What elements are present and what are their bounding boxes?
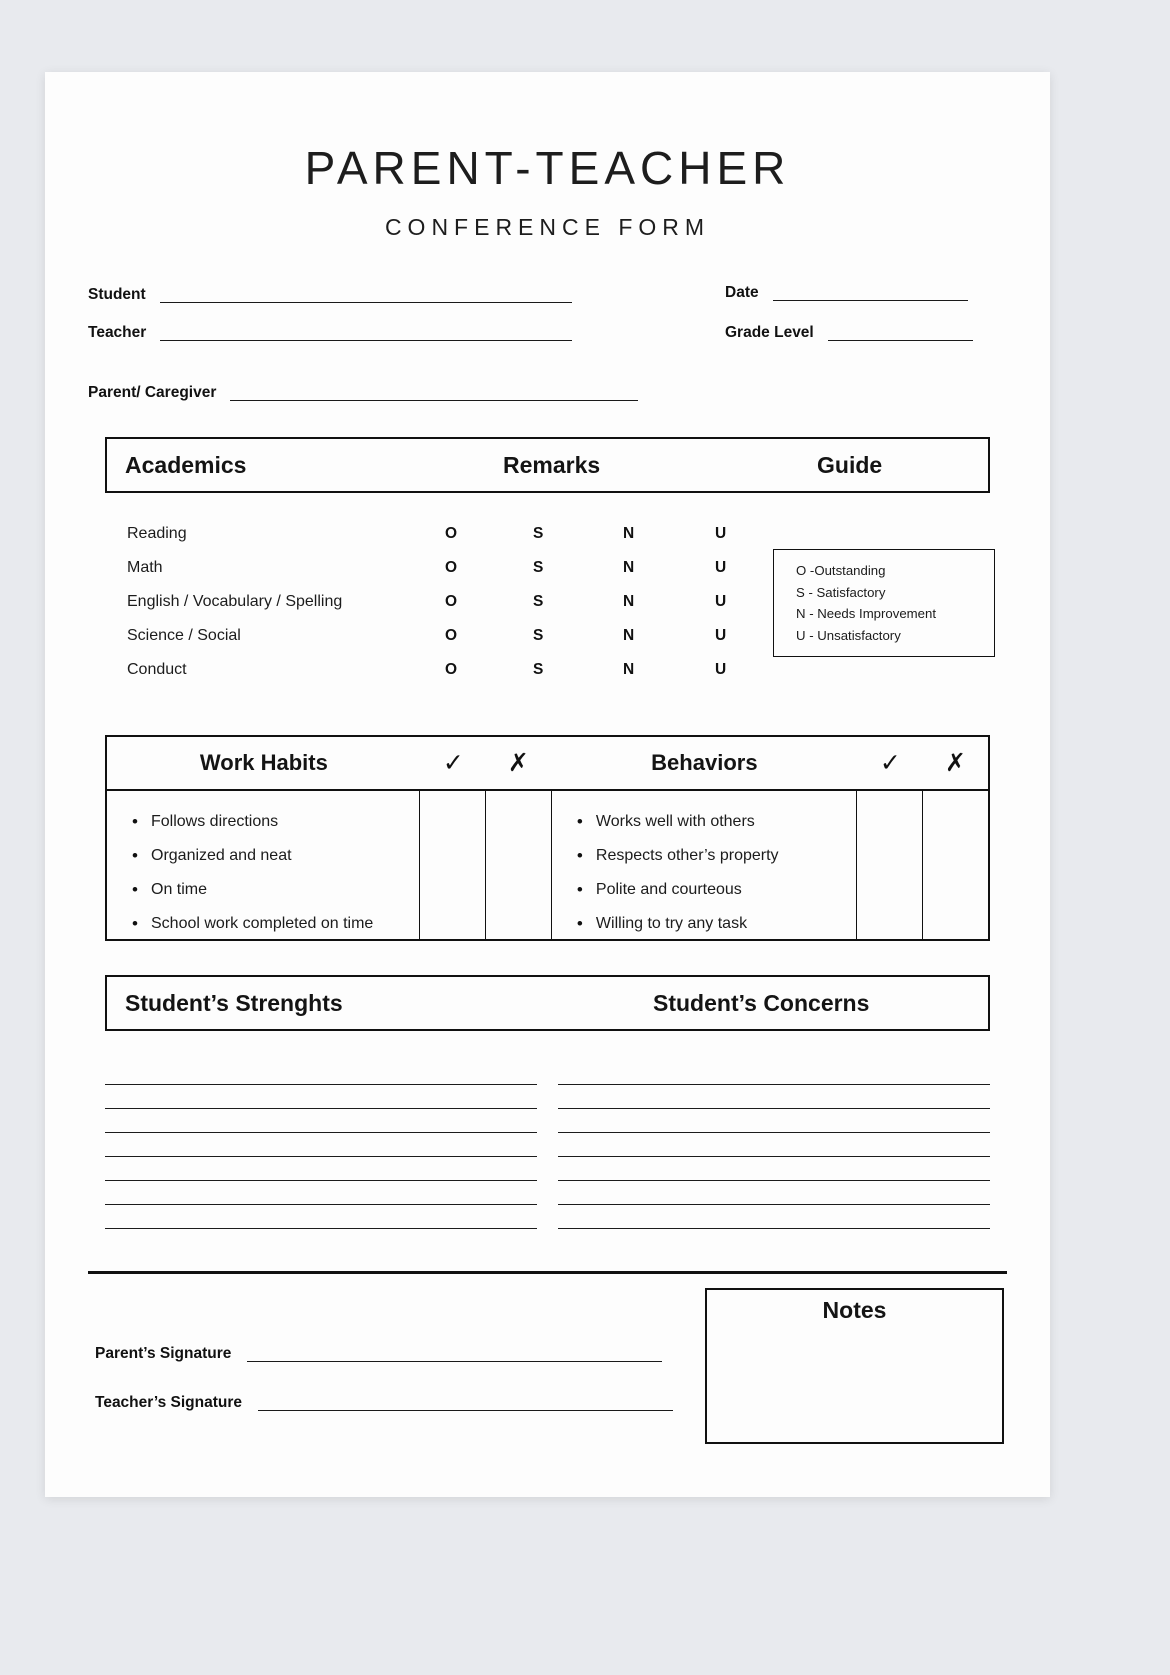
- field-parent-caregiver: [88, 385, 638, 401]
- list-item: • On time: [151, 873, 419, 907]
- list-item: • Respects other’s property: [596, 839, 856, 873]
- cross-icon: ✗: [944, 748, 966, 777]
- strengths-concerns-section: [45, 975, 1050, 1229]
- writing-line[interactable]: [105, 1085, 537, 1109]
- field-grade-level: [725, 325, 973, 341]
- rating-option-n[interactable]: N: [623, 661, 635, 679]
- writing-line[interactable]: [558, 1157, 990, 1181]
- parent-signature-label: Parent’s Signature: [95, 1345, 232, 1363]
- form-page: [45, 72, 1050, 1497]
- writing-line[interactable]: [105, 1181, 537, 1205]
- concerns-lines: [558, 1061, 990, 1229]
- field-label-date: Date: [725, 284, 759, 302]
- cross-icon: ✗: [507, 748, 529, 777]
- academics-subject: Conduct: [127, 661, 187, 679]
- rating-option-u[interactable]: U: [715, 627, 727, 645]
- writing-line[interactable]: [558, 1133, 990, 1157]
- writing-line[interactable]: [558, 1061, 990, 1085]
- behaviors-check-column[interactable]: [856, 791, 922, 939]
- academics-subject: Science / Social: [127, 627, 241, 645]
- notes-box[interactable]: [705, 1288, 1004, 1444]
- field-label-teacher: Teacher: [88, 324, 147, 342]
- rating-option-n[interactable]: N: [623, 525, 635, 543]
- academics-section: [45, 437, 1050, 683]
- rating-option-o[interactable]: O: [445, 593, 458, 611]
- academics-header-bar: [105, 437, 990, 493]
- behaviors-list: [551, 791, 856, 939]
- list-item: • Polite and courteous: [596, 873, 856, 907]
- guide-legend-item: N - Needs Improvement: [796, 606, 936, 622]
- academics-subject: Math: [127, 559, 163, 577]
- strengths-concerns-writing-area: [105, 1061, 990, 1229]
- academics-rows: [105, 493, 990, 683]
- list-item: • School work completed on time: [151, 907, 419, 941]
- field-label-grade-level: Grade Level: [725, 324, 814, 342]
- academics-column-header: Academics: [125, 451, 247, 478]
- field-label-parent-caregiver: Parent/ Caregiver: [88, 384, 217, 402]
- rating-option-u[interactable]: U: [715, 559, 727, 577]
- rating-option-o[interactable]: O: [445, 525, 458, 543]
- parent-caregiver-input[interactable]: [230, 386, 638, 401]
- work-habits-list: [107, 791, 419, 939]
- rating-option-n[interactable]: N: [623, 559, 635, 577]
- rating-option-s[interactable]: S: [533, 525, 544, 543]
- work-habits-check-column[interactable]: [419, 791, 485, 939]
- teacher-signature-input[interactable]: [258, 1396, 673, 1411]
- rating-option-s[interactable]: S: [533, 661, 544, 679]
- field-date: [725, 285, 968, 301]
- rating-option-n[interactable]: N: [623, 627, 635, 645]
- student-strengths-header: Student’s Strenghts: [125, 989, 343, 1016]
- rating-option-u[interactable]: U: [715, 593, 727, 611]
- behaviors-cross-column[interactable]: [922, 791, 988, 939]
- academics-subject: English / Vocabulary / Spelling: [127, 593, 343, 611]
- guide-legend-item: U - Unsatisfactory: [796, 627, 901, 643]
- grade-level-input[interactable]: [828, 326, 973, 341]
- writing-line[interactable]: [105, 1061, 537, 1085]
- guide-column-header: Guide: [817, 451, 883, 478]
- notes-title: Notes: [822, 1297, 887, 1324]
- rating-option-u[interactable]: U: [715, 661, 727, 679]
- list-item: • Willing to try any task: [596, 907, 856, 941]
- writing-line[interactable]: [105, 1133, 537, 1157]
- check-icon: ✓: [879, 748, 901, 777]
- form-title-main: PARENT-TEACHER: [304, 142, 791, 194]
- work-habits-header: Work Habits: [199, 750, 328, 776]
- writing-line[interactable]: [558, 1109, 990, 1133]
- form-title-sub: CONFERENCE FORM: [384, 214, 711, 241]
- strengths-lines: [105, 1061, 537, 1229]
- academics-subject: Reading: [127, 525, 187, 543]
- page-title: [45, 72, 1050, 241]
- signature-section: [45, 1274, 1050, 1489]
- behaviors-header: Behaviors: [651, 750, 758, 776]
- rating-option-o[interactable]: O: [445, 559, 458, 577]
- strengths-concerns-header-bar: [105, 975, 990, 1031]
- habits-behaviors-body-row: [107, 791, 988, 939]
- rating-option-s[interactable]: S: [533, 593, 544, 611]
- teacher-input[interactable]: [160, 326, 572, 341]
- guide-legend-box: [773, 549, 995, 657]
- field-student: [88, 287, 572, 303]
- writing-line[interactable]: [558, 1181, 990, 1205]
- rating-option-n[interactable]: N: [623, 593, 635, 611]
- writing-line[interactable]: [558, 1085, 990, 1109]
- rating-option-o[interactable]: O: [445, 661, 458, 679]
- list-item: • Follows directions: [151, 805, 419, 839]
- writing-line[interactable]: [105, 1109, 537, 1133]
- field-label-student: Student: [88, 286, 146, 304]
- rating-option-s[interactable]: S: [533, 559, 544, 577]
- list-item: • Organized and neat: [151, 839, 419, 873]
- rating-option-u[interactable]: U: [715, 525, 727, 543]
- list-item: • Works well with others: [596, 805, 856, 839]
- teacher-signature-label: Teacher’s Signature: [95, 1394, 243, 1412]
- date-input[interactable]: [773, 286, 968, 301]
- field-parent-signature: [95, 1346, 662, 1362]
- parent-signature-input[interactable]: [247, 1347, 662, 1362]
- writing-line[interactable]: [105, 1157, 537, 1181]
- rating-option-o[interactable]: O: [445, 627, 458, 645]
- student-input[interactable]: [160, 288, 572, 303]
- check-icon: ✓: [442, 748, 464, 777]
- work-habits-cross-column[interactable]: [485, 791, 551, 939]
- habits-behaviors-header-row: [107, 737, 988, 791]
- student-concerns-header: Student’s Concerns: [653, 989, 870, 1016]
- remarks-column-header: Remarks: [503, 451, 601, 478]
- rating-option-s[interactable]: S: [533, 627, 544, 645]
- writing-line[interactable]: [105, 1205, 537, 1229]
- field-teacher-signature: [95, 1395, 673, 1411]
- field-teacher: [88, 325, 572, 341]
- guide-legend-item: S - Satisfactory: [796, 584, 886, 600]
- habits-behaviors-table: [105, 735, 990, 941]
- identity-fields: [45, 284, 1050, 427]
- table-row: [105, 661, 990, 695]
- guide-legend-item: O -Outstanding: [796, 563, 886, 579]
- writing-line[interactable]: [558, 1205, 990, 1229]
